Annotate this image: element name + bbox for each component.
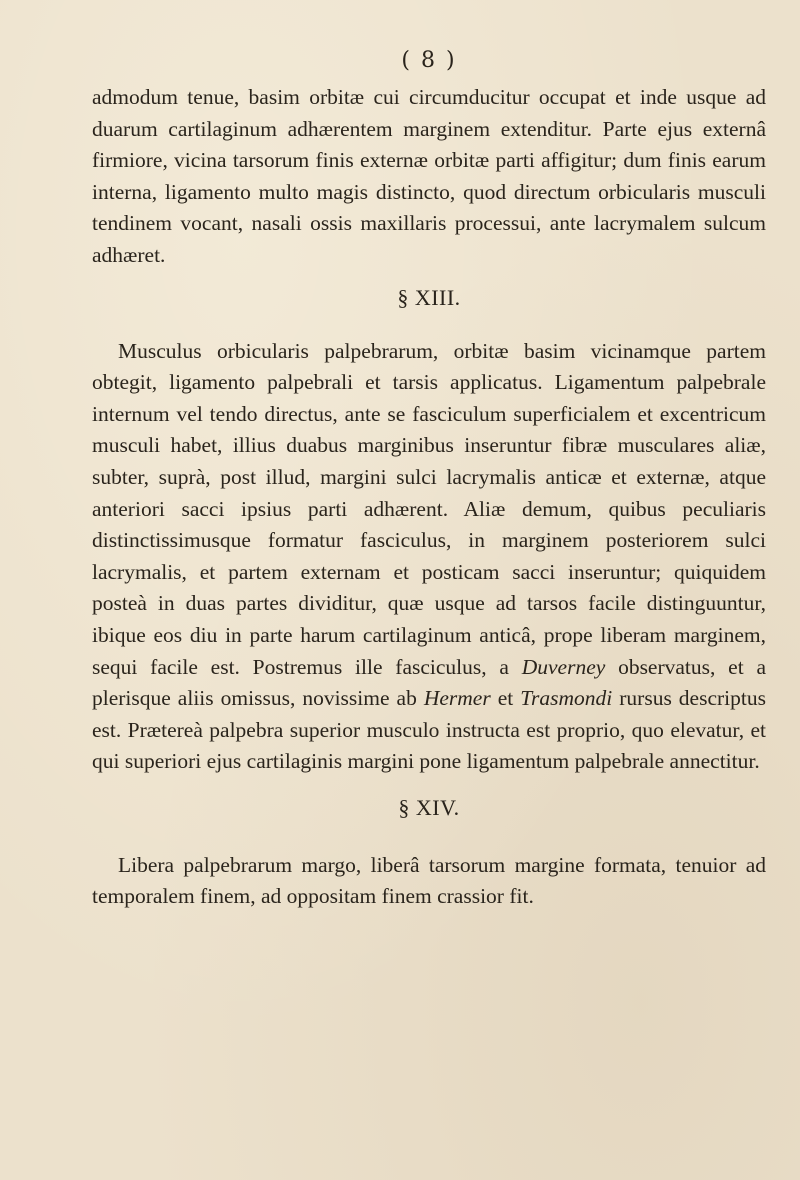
paragraph-libera-palpebrarum: Libera palpebrarum margo, liberâ tarsorum margine formata, tenuior ad temporalem finem, ad oppositam finem crassior fit. — [92, 852, 766, 909]
paragraph-text: Musculus orbicularis palpebrarum, orbitæ basim vicinamque partem obtegit, ligamento palpebrali et tarsis applicatus. Ligamentum palpebrale internum vel tendo directus, ante se fasciculum superficialem et excentricum musculi habet, illius duabus marginibus inseruntur fibræ musculares aliæ, subter, suprà, post illud, margini sulci lacrymalis anticæ et externæ, atque anteriori sacci ipsius parti adhærent. Aliæ demum, quibus peculiaris distinctissimusque formatur fasciculus, in marginem posteriorem sulci lacrymalis, et partem externam et posticam sacci inseruntur; quiquidem posteà in duas partes dividitur, quæ usque ad tarsos facile distinguuntur, ibique eos diu in parte harum cartilaginum anticâ, prope liberam marginem, sequi facile est. Postremus ille fasciculus, a — [92, 338, 766, 679]
paragraph-text: rursus descriptus est. Præterеà palpebra superior musculo instructa est proprio, quo elevatur, et qui superiori ejus cartilaginis margini pone ligamentum palpebrale annectitur. — [92, 686, 766, 774]
author-name-hermer: Hermer — [423, 686, 491, 711]
section-heading-xiv: § XIV. — [398, 794, 460, 820]
page-number: ( 8 ) — [401, 48, 457, 73]
book-page — [92, 46, 766, 1146]
section-heading-xiii: § XIII. — [397, 284, 461, 310]
paragraph-text: et — [490, 686, 521, 711]
author-name-trasmondi: Trasmondi — [520, 686, 613, 711]
paragraph-text: observatus, et a plerisque aliis omissus, novissime ab — [92, 654, 766, 711]
paragraph-continued: admodum tenue, basim orbitæ cui circumducitur occupat et inde usque ad duarum cartilaginum adhærentem marginem extenditur. Parte ejus externâ firmiore, vicina tarsorum finis externæ orbitæ parti affigitur; dum finis earum interna, ligamento multo magis distincto, quod directum orbicularis musculi tendinem vocant, nasali ossis maxillaris processui, ante lacrymalem sulcum adhæret. — [92, 85, 766, 267]
author-name-duverney: Duverney — [521, 654, 606, 679]
paragraph-musculus-orbicularis — [92, 336, 766, 778]
